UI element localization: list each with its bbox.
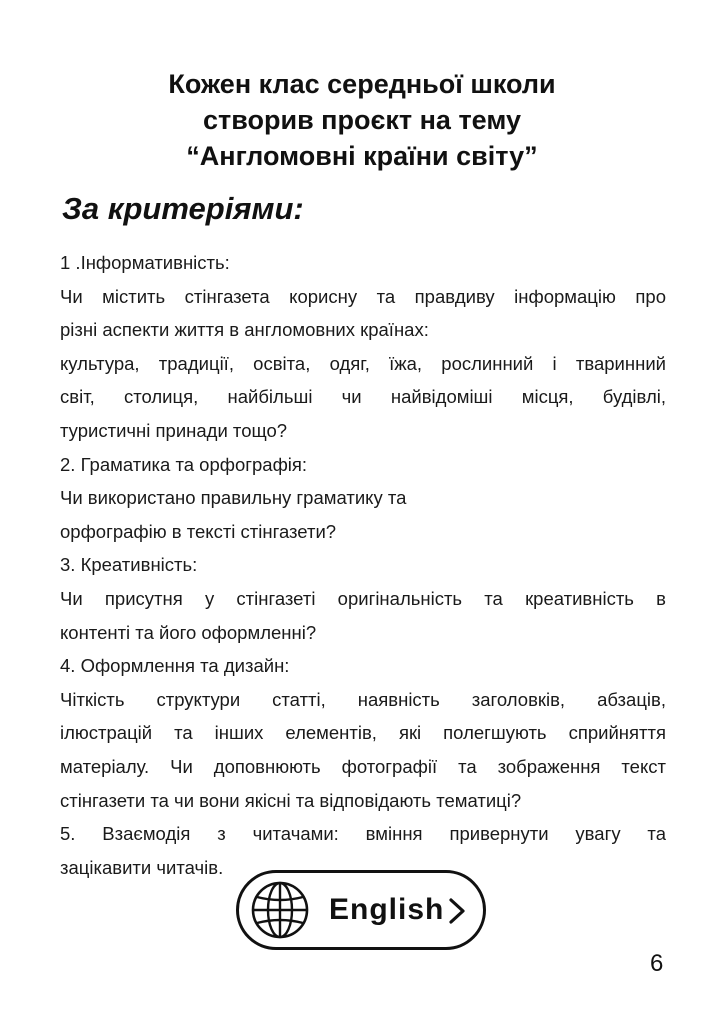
body-line: Чи містить стінгазета корисну та правдиву інформацію про [60, 285, 666, 307]
title-line-3: “Англомовні країни світу” [186, 141, 538, 171]
criteria-heading: За критеріями: [62, 191, 304, 226]
page-number: 6 [650, 950, 664, 977]
globe-icon [249, 879, 311, 941]
criterion-5-heading: 5. Взаємодія з читачами: вміння привернути увагу та [60, 823, 666, 845]
body-line: стінгазети та чи вони якісні та відповідають тематиці? [60, 789, 522, 811]
body-line: світ, столиця, найбільші чи найвідоміші місця, будівлі, [60, 386, 666, 408]
body-line: контенті та його оформленні? [60, 621, 317, 643]
chevron-right-icon [447, 897, 467, 925]
body-line: матеріалу. Чи доповнюють фотографії та зображення текст [60, 755, 666, 777]
body-line: різні аспекти життя в англомовних країнах: [60, 319, 429, 341]
english-button[interactable] [236, 870, 486, 950]
title-line-1: Кожен клас середньої школи [168, 69, 556, 99]
criterion-2-heading: 2. Граматика та орфографія: [60, 453, 308, 475]
body-line: Чи присутня у стінгазеті оригінальність та креативність в [60, 587, 666, 609]
body-line: Чи використано правильну граматику та [60, 487, 407, 509]
body-line: культура, традиції, освіта, одяг, їжа, рослинний і тваринний [60, 352, 666, 374]
body-line: зацікавити читачів. [60, 856, 224, 878]
english-button-label: English [329, 893, 445, 926]
body-line: орфографію в тексті стінгазети? [60, 520, 337, 542]
body-line: ілюстрацій та інших елементів, які полегшують сприйняття [60, 722, 666, 744]
criteria-body [60, 246, 666, 884]
criterion-3-heading: 3. Креативність: [60, 554, 198, 576]
body-line: туристичні принади тощо? [60, 419, 288, 441]
body-line: Чіткість структури статті, наявність заголовків, абзаців, [60, 688, 666, 710]
criterion-1-heading: 1 .Інформативність: [60, 252, 230, 273]
page-title [0, 66, 724, 174]
title-line-2: створив проєкт на тему [203, 105, 521, 135]
criterion-4-heading: 4. Оформлення та дизайн: [60, 655, 290, 677]
